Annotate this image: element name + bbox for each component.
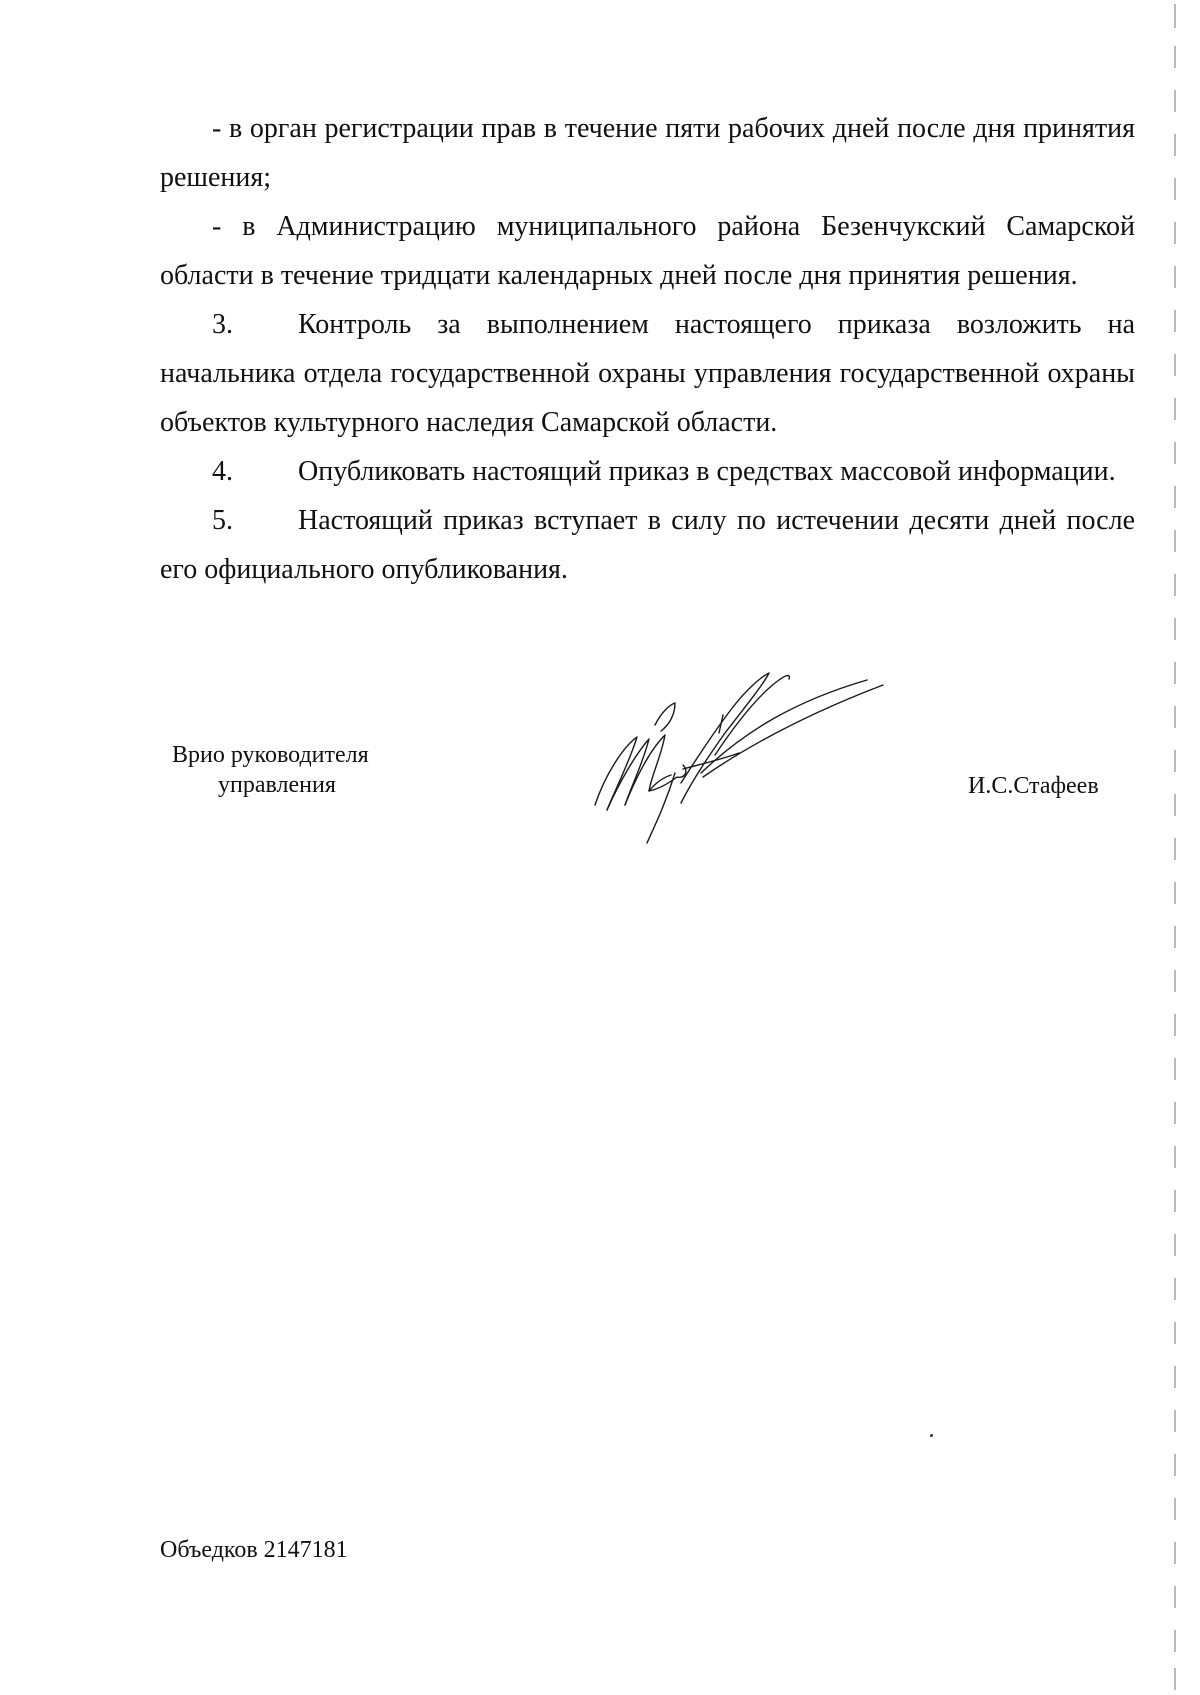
scan-speck <box>930 1434 933 1437</box>
list-item-number: 4. <box>212 456 233 487</box>
list-item-text: Опубликовать настоящий приказ в средствах массовой информации. <box>298 456 1116 487</box>
list-item-text: Контроль за выполнением настоящего приказа возложить на начальника отдела государственной охраны управления государственной охраны объектов культурного наследия Самарской области. <box>160 309 1135 438</box>
signatory-title <box>172 740 369 800</box>
list-item-number: 3. <box>212 309 233 340</box>
signatory-title-line1: Врио руководителя <box>172 742 369 768</box>
executor-contact: Объедков 2147181 <box>160 1537 348 1563</box>
list-item-4 <box>160 447 1135 496</box>
list-item-5 <box>160 496 1135 594</box>
list-item-text: Настоящий приказ вступает в силу по истечении десяти дней после его официального опубликования. <box>160 505 1135 585</box>
scan-edge-line <box>1172 0 1178 1695</box>
paragraph-administration: - в Администрацию муниципального района Безенчукский Самарской области в течение тридцати календарных дней после дня принятия решения. <box>160 211 1135 291</box>
document-body <box>160 104 1135 594</box>
paragraph-registration: - в орган регистрации прав в течение пяти рабочих дней после дня принятия решения; <box>160 113 1135 193</box>
list-item-number: 5. <box>212 505 233 536</box>
signatory-name: И.С.Стафеев <box>968 773 1099 799</box>
list-item-3 <box>160 300 1135 447</box>
handwritten-signature-icon <box>585 665 885 855</box>
signatory-title-line2: управления <box>218 772 336 798</box>
